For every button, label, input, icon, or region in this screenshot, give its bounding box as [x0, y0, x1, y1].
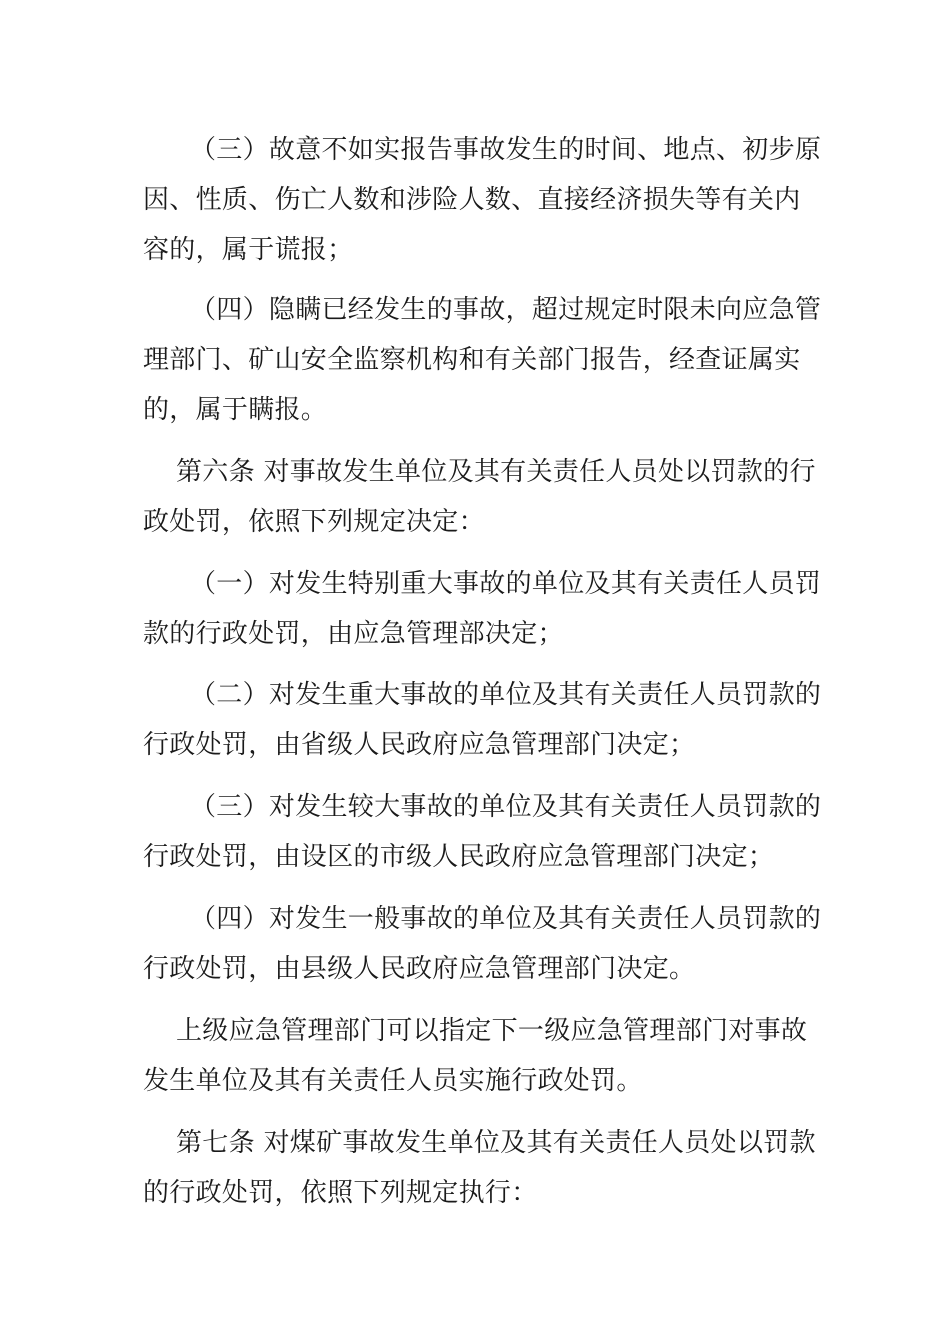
text-line: 行政处罚，由县级人民政府应急管理部门决定。: [143, 954, 696, 984]
text-line: 的行政处罚，依照下列规定执行：: [143, 1178, 538, 1208]
text-line: 理部门、矿山安全监察机构和有关部门报告，经查证属实: [143, 345, 801, 375]
text-line: （二）对发生重大事故的单位及其有关责任人员罚款的: [190, 680, 822, 710]
text-line: 款的行政处罚，由应急管理部决定；: [143, 619, 564, 649]
text-line: （四）对发生一般事故的单位及其有关责任人员罚款的: [190, 904, 822, 934]
text-line: 因、性质、伤亡人数和涉险人数、直接经济损失等有关内: [143, 185, 801, 215]
text-line: （三）故意不如实报告事故发生的时间、地点、初步原: [190, 135, 822, 165]
text-line: 容的，属于谎报；: [143, 235, 354, 265]
text-line: （一）对发生特别重大事故的单位及其有关责任人员罚: [190, 569, 822, 599]
text-line: 行政处罚，由设区的市级人民政府应急管理部门决定；: [143, 842, 775, 872]
text-line: 发生单位及其有关责任人员实施行政处罚。: [143, 1066, 643, 1096]
text-line: 的，属于瞒报。: [143, 395, 328, 425]
text-line: （四）隐瞒已经发生的事故，超过规定时限未向应急管: [190, 295, 822, 325]
text-line: 第六条 对事故发生单位及其有关责任人员处以罚款的行: [176, 457, 816, 487]
text-line: 政处罚，依照下列规定决定：: [143, 507, 485, 537]
text-line: （三）对发生较大事故的单位及其有关责任人员罚款的: [190, 792, 822, 822]
text-line: 上级应急管理部门可以指定下一级应急管理部门对事故: [176, 1016, 808, 1046]
text-line: 第七条 对煤矿事故发生单位及其有关责任人员处以罚款: [176, 1128, 816, 1158]
text-line: 行政处罚，由省级人民政府应急管理部门决定；: [143, 730, 696, 760]
